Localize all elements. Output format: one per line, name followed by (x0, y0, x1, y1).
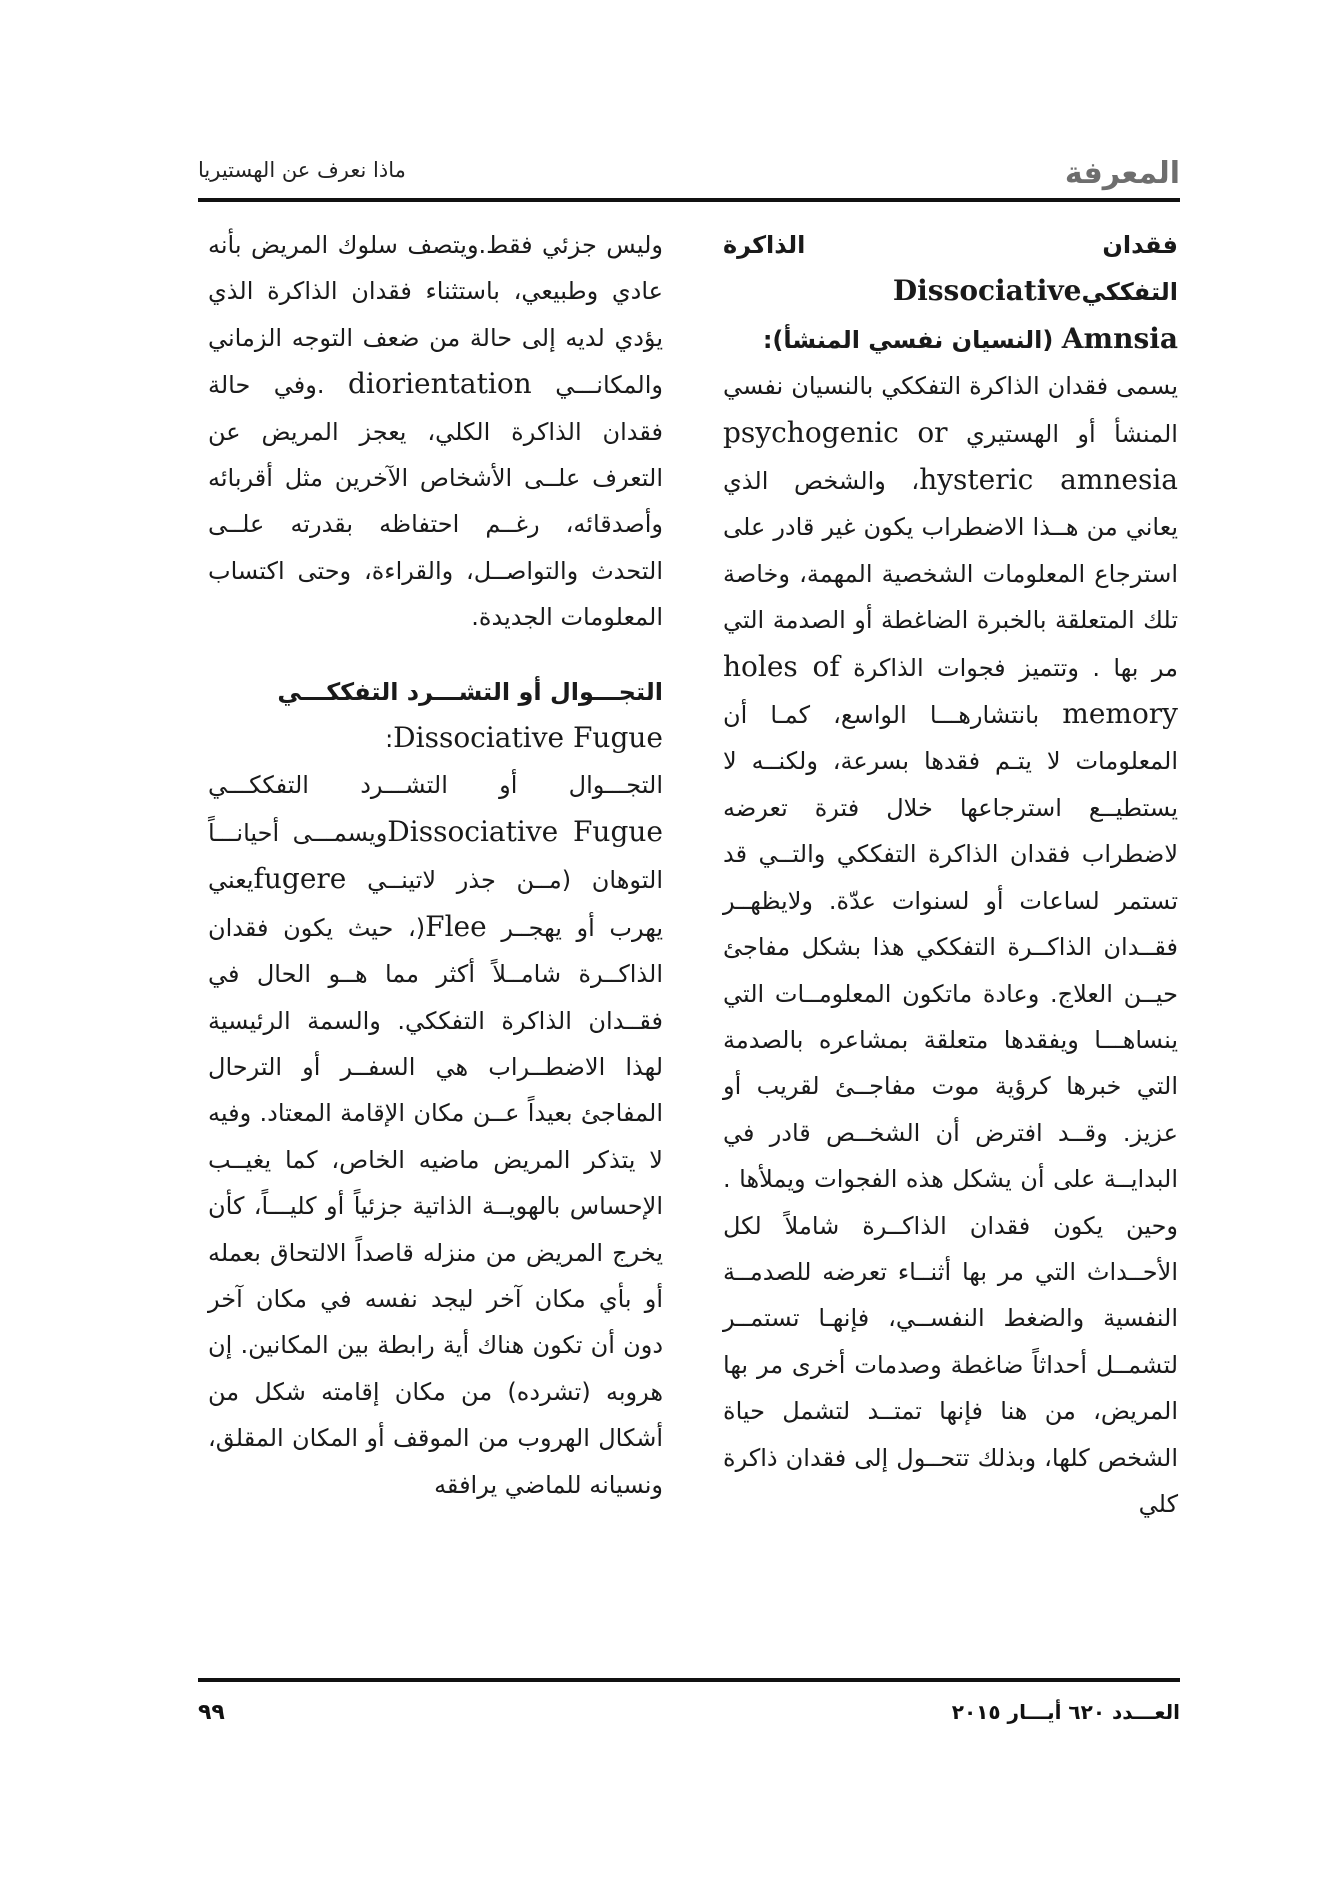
term-en: Dissociative Fugue (387, 814, 663, 848)
footer-rule (198, 1678, 1180, 1682)
section-heading-amnesia (723, 222, 1178, 316)
issue-info: العـــدد ٦٢٠ أيـــار ٢٠١٥ (951, 1700, 1180, 1724)
page-header (198, 150, 1180, 196)
heading-en: Dissociative (892, 274, 1082, 308)
text: (، حيث يكون فقدان الذاكــرة شامــلاً أكثر مما هــو الحال في فقــدان الذاكرة التفككي. والسمة الرئيسية لهذا الاضطــراب هي السفــر أو الترحال المفاجئ بعيداً عــن مكان الإقامة المعتاد. وفيه لا يتذكر المريض ماضيه الخاص، كما يغيــب الإحساس بالهويــة الذاتية جزئياً أو كليـــاً، كأن يخرج المريض من منزله قاصداً الالتحاق بعمله أو بأي مكان آخر ليجد نفسه في مكان آخر دون أن تكون هناك أية رابطة بين المكانين. إن هروبه (تشرده) من مكان إقامته شكل من أشكال الهروب من الموقف أو المكان المقلق، ونسيانه للماضي يرافقه (208, 913, 663, 1499)
paragraph (208, 762, 663, 1508)
text: التجـــوال أو التشـــرد التفككـــي (208, 771, 663, 800)
running-title: ماذا نعرف عن الهستيريا (198, 158, 406, 182)
term-en: diorientation (347, 367, 532, 401)
section-heading-fugue: التجـــوال أو التشـــرد التفككـــي (277, 677, 663, 706)
heading-en2: Amnsia (1061, 321, 1178, 355)
term-en: or hysteric amnesia (917, 415, 1178, 497)
term-en: fugere (253, 862, 347, 896)
term-en: holes of memory (723, 649, 1178, 731)
paragraph (723, 363, 1178, 1527)
section-heading-amnesia-line2 (723, 316, 1178, 363)
heading-en: Dissociative Fugue (393, 721, 663, 755)
heading-ar: فقدان الذاكرة التفككي (723, 231, 1178, 307)
text: يسمى فقدان الذاكرة التفككي بالنسيان نفسي المنشأ أو الهستيري (723, 372, 1178, 448)
term-en: Flee (425, 909, 487, 943)
text: ويسمـــى أحيانـــاً التوهان (مــن جذر لاتينــي (208, 818, 663, 895)
page-footer (198, 1700, 1180, 1740)
term-en: psychogenic (723, 415, 899, 449)
section-heading-fugue-en: Dissociative Fugue: (385, 721, 663, 755)
right-column (723, 222, 1178, 1527)
header-rule (198, 198, 1180, 202)
text: ، والشخص الذي يعاني من هــذا الاضطراب يكون غير قادر على استرجاع المعلومات الشخصية المهمة، وخاصة تلك المتعلقة بالخبرة الضاغطة أو الصدمة التي مر بها . وتتميز فجوات الذاكرة (723, 467, 1178, 682)
text: يعني يهرب أو يهجــر (208, 866, 664, 942)
left-column (208, 222, 663, 1508)
text: بانتشارهـــا الواسع، كمـا أن المعلومات لا يتـم فقدها بسرعة، ولكنــه لا يستطيــع استرجاعها خلال فترة تعرضه لاضطراب فقدان الذاكرة التفككي والتــي قد تستمر لساعات أو لسنوات عدّة. ولايظهــر فقــدان الذاكــرة التفككي هذا بشكل مفاجئ حيــن العلاج. وعادة ماتكون المعلومــات التي ينساهـــا ويفقدها متعلقة بمشاعره بالصدمة التي خبرها كرؤية موت مفاجــئ لقريب أو عزيز. وقــد افترض أن الشخــص قادر في البدايــة على أن يشكل هذه الفجوات ويملأها . وحين يكون فقدان الذاكــرة شاملاً لكل الأحــداث التي مر بها أثنــاء تعرضه للصدمــة النفسية والضغط النفســي، فإنهـا تستمــر لتشمــل أحداثاً ضاغطة وصدمات أخرى مر بها المريض، من هنا فإنها تمتــد لتشمل حياة الشخص كلها، وبذلك تتحــول إلى فقدان ذاكرة كلي (723, 701, 1178, 1518)
text: .وفي حالة فقدان الذاكرة الكلي، يعجز المريض عن التعرف علــى الأشخاص الآخرين مثل أقربائه وأصدقائه، رغــم احتفاظه بقدرته علــى التحدث والتواصــل، والقراءة، وحتى اكتساب المعلومات الجديدة. (208, 371, 663, 632)
spacer (208, 641, 663, 669)
page-number: ٩٩ (198, 1700, 225, 1725)
heading-ar2: (النسيان نفسي المنشأ): (762, 325, 1054, 354)
text: وليس جزئي فقط.ويتصف سلوك المريض بأنه عادي وطبيعي، باستثناء فقدان الذاكرة الذي يؤدي لديه إلى حالة من ضعف التوجه الزماني والمكانـــي (208, 231, 663, 400)
magazine-logo: المعرفة (1064, 156, 1180, 191)
paragraph (208, 222, 663, 641)
